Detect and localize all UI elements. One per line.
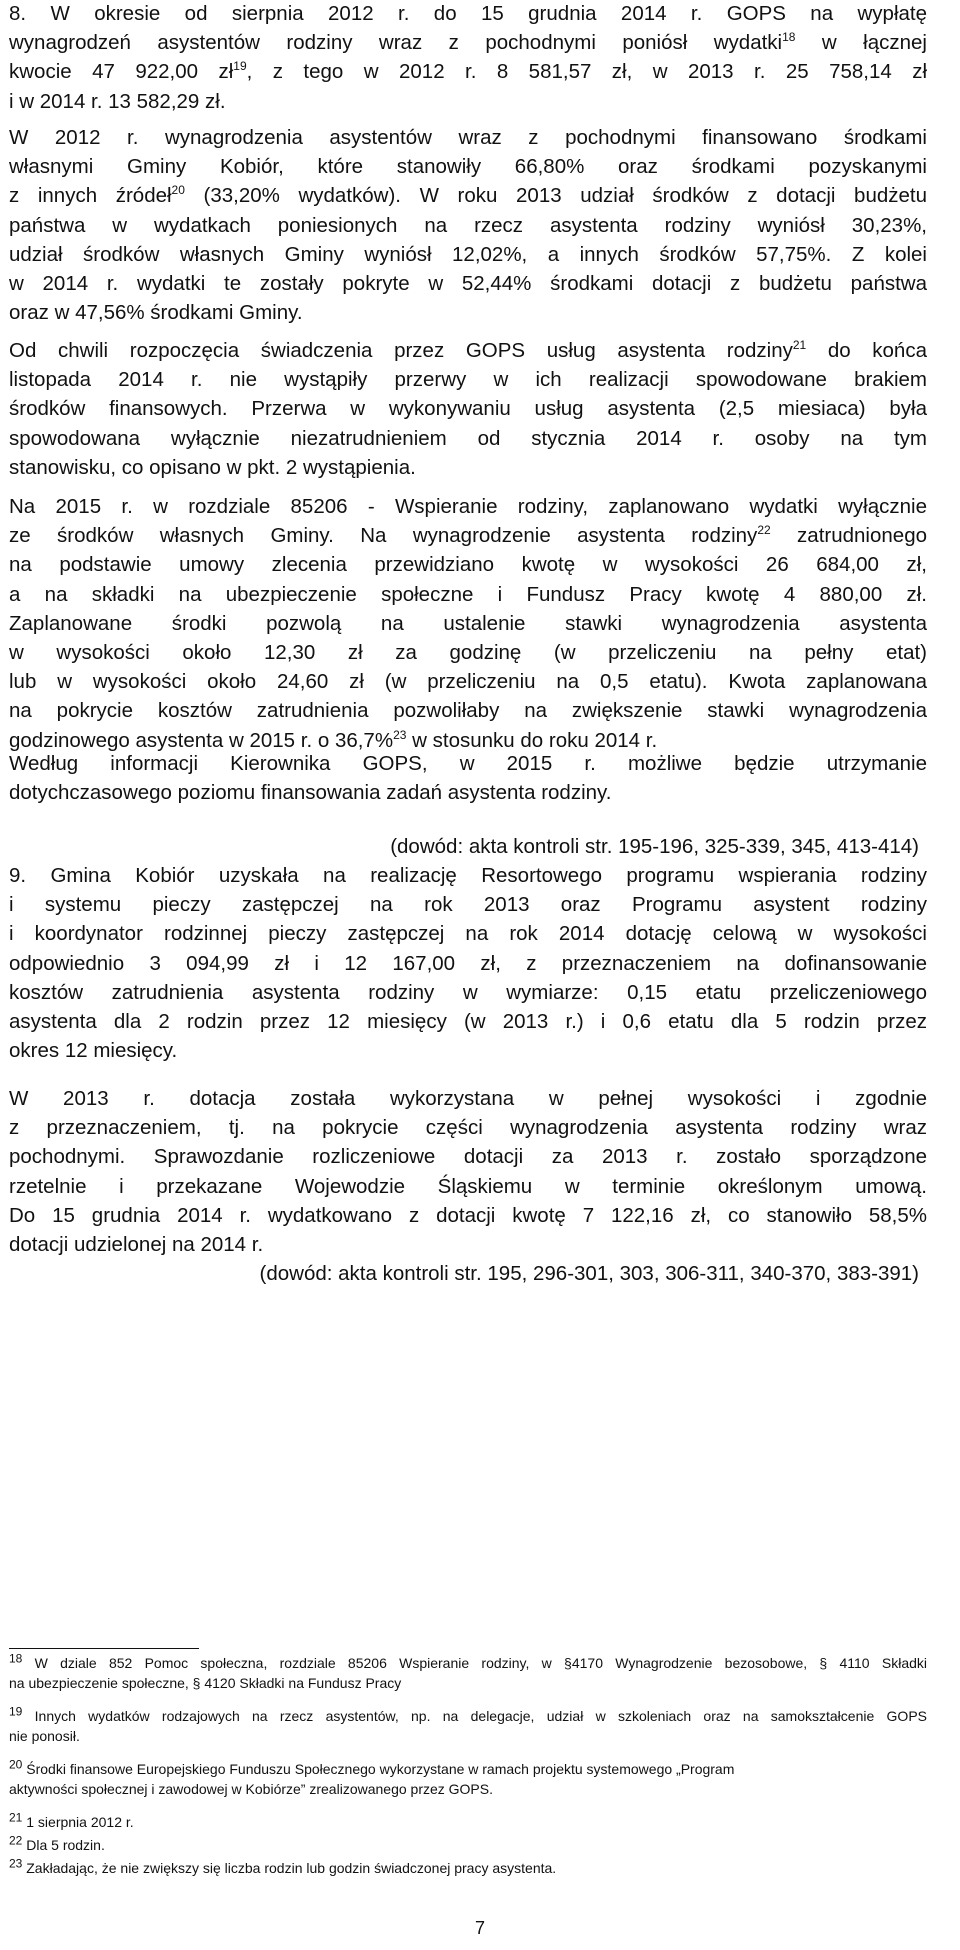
text-line	[9, 2, 927, 26]
text-line	[9, 524, 927, 548]
line-text: dotychczasowego poziomu finansowania zadań asystenta rodziny.	[9, 781, 612, 805]
line-text: Na 2015 r. w rozdziale 85206 - Wspieranie rodziny, zaplanowano wydatki wyłącznie	[9, 495, 927, 518]
line-text: W 2012 r. wynagrodzenia asystentów wraz z pochodnymi finansowano środkami	[9, 126, 927, 149]
text-line	[9, 1757, 927, 1778]
line-text: i systemu pieczy zastępczej na rok 2013 oraz Programu asystent rodziny	[9, 893, 927, 917]
line-text: kwocie 47 922,00 zł	[9, 60, 234, 84]
text-line	[9, 699, 927, 723]
text-line	[9, 339, 927, 363]
text-line	[9, 272, 927, 296]
text-line	[9, 1856, 927, 1877]
line-text: odpowiednio 3 094,99 zł i 12 167,00 zł, z przeznaczeniem na dofinansowanie	[9, 951, 927, 975]
line-text: z innych źródeł	[9, 184, 172, 208]
text-line	[9, 155, 927, 179]
text-line	[9, 427, 927, 451]
line-text: okres 12 miesięcy.	[9, 1039, 178, 1063]
line-text: pochodnymi. Sprawozdanie rozliczeniowe dotacji za 2013 r. zostało sporządzone	[9, 1145, 927, 1169]
footnote-ref: 21	[9, 1810, 23, 1825]
line-text: oraz w 47,56% środkami Gminy.	[9, 301, 303, 325]
text-line	[9, 1651, 927, 1672]
line-text: i koordynator rodzinnej pieczy zastępczej na rok 2014 dotację celową w wysokości	[9, 922, 927, 946]
line-text: 8. W okresie od sierpnia 2012 r. do 15 grudnia 2014 r. GOPS na wypłatę	[9, 2, 927, 25]
text-line	[9, 981, 927, 1005]
text-line	[9, 864, 927, 888]
footnote-ref: 23	[393, 727, 407, 742]
text-line	[9, 752, 927, 776]
text-line	[9, 31, 927, 55]
line-text: spowodowana wyłącznie niezatrudnieniem od stycznia 2014 r. osoby na tym	[9, 426, 927, 450]
line-text: na ubezpieczenie społeczne, § 4120 Składki na Fundusz Pracy	[9, 1675, 402, 1691]
line-text: Według informacji Kierownika GOPS, w 2015 r. możliwe będzie utrzymanie	[9, 752, 927, 775]
line-text: a na składki na ubezpieczenie społeczne i Fundusz Pracy kwotę 4 880,00 zł.	[9, 582, 927, 606]
line-text: rzetelnie i przekazane Wojewodzie Śląskiemu w terminie określonym umową.	[9, 1174, 927, 1198]
text-line	[9, 952, 927, 976]
line-text: udział środków własnych Gminy wyniósł 12,02%, a innych środków 57,75%. Z kolei	[9, 242, 927, 266]
text-line	[9, 60, 927, 84]
line-text: Od chwili rozpoczęcia świadczenia przez GOPS usług asystenta rodziny	[9, 339, 793, 362]
line-text: 9. Gmina Kobiór uzyskała na realizację Resortowego programu wspierania rodziny	[9, 864, 927, 887]
line-text: do końca	[806, 339, 927, 362]
text-line	[9, 495, 927, 519]
line-text: w stosunku do roku 2014 r.	[406, 728, 658, 752]
line-text: Zaplanowane środki pozwolą na ustalenie stawki wynagrodzenia asystenta	[9, 611, 927, 635]
footnote-ref: 22	[757, 523, 771, 538]
text-line	[9, 1704, 927, 1725]
line-text: Do 15 grudnia 2014 r. wydatkowano z dotacji kwotę 7 122,16 zł, co stanowiło 58,5%	[9, 1203, 927, 1227]
text-line	[9, 729, 927, 753]
footnote-ref: 19	[9, 1704, 23, 1719]
footnote-separator	[9, 1648, 199, 1649]
line-text: lub w wysokości około 24,60 zł (w przeliczeniu na 0,5 etatu). Kwota zaplanowana	[9, 670, 927, 694]
text-line	[9, 835, 919, 859]
text-line	[9, 553, 927, 577]
line-text: Zakładając, że nie zwiększy się liczba rodzin lub godzin świadczonej pracy asystenta.	[22, 1860, 557, 1876]
line-text: W 2013 r. dotacja została wykorzystana w pełnej wysokości i zgodnie	[9, 1087, 927, 1110]
text-line	[9, 641, 927, 665]
line-text: kosztów zatrudnienia asystenta rodziny w wymiarze: 0,15 etatu przeliczeniowego	[9, 980, 927, 1004]
text-line	[9, 1010, 927, 1034]
footnote-ref: 22	[9, 1833, 23, 1848]
text-line	[9, 1674, 927, 1692]
text-line	[9, 781, 927, 805]
text-line	[9, 1145, 927, 1169]
line-text: stanowisku, co opisano w pkt. 2 wystąpienia.	[9, 455, 416, 479]
line-text: aktywności społecznej i zawodowej w Kobiórze” zrealizowanego przez GOPS.	[9, 1781, 493, 1797]
line-text: i w 2014 r. 13 582,29 zł.	[9, 89, 226, 113]
footnote-ref: 19	[233, 59, 247, 74]
line-text: w 2014 r. wydatki te zostały pokryte w 52,44% środkami dotacji z budżetu państwa	[9, 272, 927, 295]
line-text: środków finansowych. Przerwa w wykonywaniu usług asystenta (2,5 miesiaca) była	[9, 397, 927, 421]
page-number: 7	[474, 1918, 485, 1938]
text-line	[9, 1262, 919, 1286]
footnote-ref: 23	[9, 1856, 23, 1871]
footnote-ref: 20	[9, 1757, 23, 1772]
line-text: (33,20% wydatków). W roku 2013 udział środków z dotacji budżetu	[184, 184, 927, 208]
text-line	[9, 670, 927, 694]
line-text: godzinowego asystenta w 2015 r. o 36,7%	[9, 728, 394, 752]
line-text: asystenta dla 2 rodzin przez 12 miesięcy (w 2013 r.) i 0,6 etatu dla 5 rodzin przez	[9, 1010, 927, 1033]
footnote-ref: 18	[782, 30, 796, 45]
line-text: na podstawie umowy zlecenia przewidziano kwotę w wysokości 26 684,00 zł,	[9, 553, 927, 577]
line-text: (dowód: akta kontroli str. 195-196, 325-339, 345, 413-414)	[390, 835, 919, 858]
line-text: na pokrycie kosztów zatrudnienia pozwoliłaby na zwiększenie stawki wynagrodzenia	[9, 699, 927, 723]
line-text: , z tego w 2012 r. 8 581,57 zł, w 2013 r. 25 758,14 zł	[246, 60, 927, 84]
text-line	[9, 1039, 927, 1063]
line-text: w łącznej	[795, 31, 927, 55]
line-text: Innych wydatków rodzajowych na rzecz asystentów, np. na delegacje, udział w szkoleniach oraz na samokształcenie GOPS	[22, 1708, 927, 1724]
line-text: W dziale 852 Pomoc społeczna, rozdziale 85206 Wspieranie rodziny, w §4170 Wynagrodzenie bezosobowe, § 4110 Składki	[22, 1655, 927, 1671]
text-line	[9, 184, 927, 208]
text-line	[9, 1233, 927, 1257]
text-line	[9, 214, 927, 238]
text-line	[9, 1727, 927, 1745]
text-line	[9, 1204, 927, 1228]
footnote-ref: 21	[792, 338, 807, 353]
line-text: 1 sierpnia 2012 r.	[22, 1814, 134, 1830]
text-line	[9, 1810, 927, 1831]
text-line	[9, 1087, 927, 1111]
line-text: nie ponosił.	[9, 1728, 80, 1744]
footnote-ref: 18	[9, 1651, 23, 1666]
footnote-ref: 20	[171, 183, 185, 198]
text-line	[9, 893, 927, 917]
line-text: państwa w wydatkach poniesionych na rzecz asystenta rodziny wyniósł 30,23%,	[9, 213, 927, 237]
line-text: w wysokości około 12,30 zł za godzinę (w przeliczeniu na pełny etat)	[9, 641, 927, 664]
line-text: (dowód: akta kontroli str. 195, 296-301, 303, 306-311, 340-370, 383-391)	[259, 1262, 919, 1285]
text-line	[9, 1175, 927, 1199]
text-line	[9, 243, 927, 267]
text-line	[9, 397, 927, 421]
line-text: listopada 2014 r. nie wystąpiły przerwy w ich realizacji spowodowane brakiem	[9, 368, 927, 392]
line-text: własnymi Gminy Kobiór, które stanowiły 66,80% oraz środkami pozyskanymi	[9, 155, 927, 179]
line-text: zatrudnionego	[770, 524, 927, 548]
line-text: dotacji udzielonej na 2014 r.	[9, 1233, 264, 1256]
text-line	[9, 456, 927, 480]
text-line	[9, 583, 927, 607]
text-line	[9, 612, 927, 636]
line-text: Środki finansowe Europejskiego Funduszu Społecznego wykorzystane w ramach projektu systemowego „Program	[22, 1761, 735, 1777]
text-line	[9, 1833, 927, 1854]
text-line	[9, 1780, 927, 1798]
text-line	[9, 922, 927, 946]
line-text: z przeznaczeniem, tj. na pokrycie części wynagrodzenia asystenta rodziny wraz	[9, 1116, 927, 1140]
text-line	[9, 90, 927, 114]
line-text: Dla 5 rodzin.	[22, 1837, 105, 1853]
line-text: ze środków własnych Gminy. Na wynagrodzenie asystenta rodziny	[9, 524, 758, 548]
text-line	[9, 126, 927, 150]
text-line	[9, 1116, 927, 1140]
text-line	[9, 368, 927, 392]
line-text: wynagrodzeń asystentów rodziny wraz z pochodnymi poniósł wydatki	[9, 31, 783, 55]
text-line	[9, 301, 927, 325]
